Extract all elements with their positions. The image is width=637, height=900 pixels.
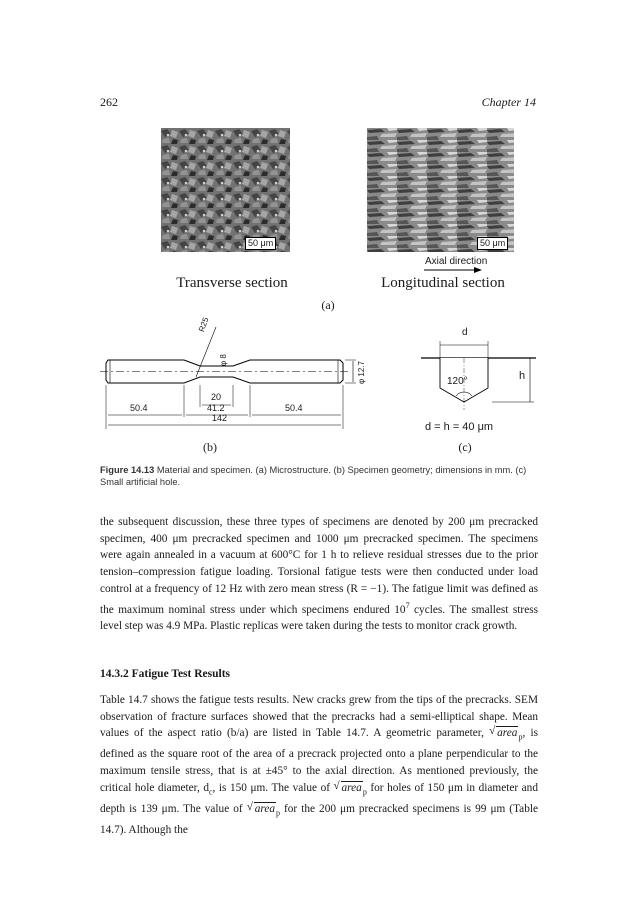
axial-direction-label: Axial direction [425, 256, 488, 267]
longitudinal-caption: Longitudinal section [381, 275, 505, 291]
large-diameter-label: φ 12.7 [357, 361, 366, 384]
page-number: 262 [100, 95, 118, 109]
cycles-exponent: 7 [405, 600, 410, 610]
specimen-geometry-drawing [100, 325, 362, 433]
small-diameter-label: φ 8 [219, 354, 228, 366]
panel-b-letter: (b) [203, 440, 217, 454]
hole-size-formula: d = h = 40 μm [425, 421, 494, 433]
dim-20: 20 [211, 392, 222, 402]
dim-41-2: 41.2 [207, 403, 225, 413]
paragraph-2-part-c: , is 150 μm. The value of [212, 781, 334, 794]
figure-caption [100, 464, 538, 488]
panel-c-letter: (c) [458, 440, 472, 454]
sqrt-area-2: √ area [333, 779, 362, 794]
transverse-scale-bar: 50 μm [245, 237, 276, 250]
sqrt-area-3: √ area [246, 800, 275, 815]
paragraph-2-part-e: for the 200 μm precracked specimens is 99 μm (Table 14.7). Although the [100, 802, 539, 836]
hole-h-label: h [519, 370, 526, 382]
paragraph-2-part-a: Table 14.7 shows the fatigue tests results. New cracks grew from the tips of the precracks. SEM observation of fracture surfaces showed that the precracks had a semi-elliptical shape. Mean values of the aspect ratio (b/a) are listed in Table 14.7. A geometric parameter, [100, 694, 538, 740]
longitudinal-scale-bar: 50 μm [477, 237, 508, 250]
axial-direction-arrow [422, 266, 484, 274]
sqrt-area-1: √ area [489, 725, 518, 740]
dim-right: 50.4 [285, 403, 303, 413]
hole-d-label: d [462, 327, 468, 338]
transverse-micrograph [161, 128, 290, 252]
paragraph-1 [100, 514, 538, 635]
paragraph-1-end: cycles. The smallest stress level step was 4.9 MPa. Plastic replicas were taken during the tests to monitor crack growth. [100, 603, 538, 632]
hole-angle-label: 120° [447, 376, 468, 387]
paragraph-2-part-b: , is defined as the square root of the area of a precrack projected onto a plane perpendicular to the maximum tensile stress, that is at ±45° to the axial direction. As mentioned previously, the critical hole diameter, d [100, 727, 538, 794]
section-heading: 14.3.2 Fatigue Test Results [100, 668, 231, 680]
paragraph-1-text: the subsequent discussion, these three types of specimens are denoted by 200 μm precracked specimen, 400 μm precracked specimen and 1000 μm precracked specimen. The specimens were again annealed in a vacuum at 600°C for 1 h to relieve residual stresses due to the prior tension–compression fatigue loading. Torsional fatigue tests were then conducted under load control at a frequency of 12 Hz with zero mean stress (R = −1). The fatigue limit was defined as the maximum nominal stress under which specimens endured 10 [100, 516, 538, 616]
paragraph-2: Table 14.7 shows the fatigue tests results. New cracks grew from the tips of the precracks. SEM observation of fracture surfaces showed that the precracks had a semi-elliptical shape. Mean values of the aspect ratio (b/a) are listed in Table 14.7. A geometric parameter, √ area$_p$, is defined as the square root of the area of a precrack projected onto a plane perpendicular to the maximum tensile stress, that is at ±45° to the axial direction. As mentioned previously, the critical hole diameter, $d_c$, is 150 μm. The value of √ area$_p$ for holes of 150 μm in diameter and depth is 139 μm. The value of √ area$_p$ for the 200 μm precracked specimens is 99 μm (Table 14.7). Although the [100, 694, 539, 836]
panel-a-letter: (a) [321, 298, 335, 312]
dim-total: 142 [212, 413, 228, 423]
radius-label: R25 [197, 316, 211, 334]
figure-number: Figure 14.13 [100, 465, 155, 475]
figure-caption-text: Material and specimen. (a) Microstructure. (b) Specimen geometry; dimensions in mm. (c) Small artificial hole. [100, 465, 527, 487]
dim-left: 50.4 [130, 403, 148, 413]
transverse-caption: Transverse section [176, 275, 288, 291]
paragraph-2-part-d: for holes of 150 μm in diameter and depth is 139 μm. The value of [100, 781, 538, 815]
chapter-title: Chapter 14 [481, 95, 536, 109]
longitudinal-micrograph [367, 128, 514, 252]
